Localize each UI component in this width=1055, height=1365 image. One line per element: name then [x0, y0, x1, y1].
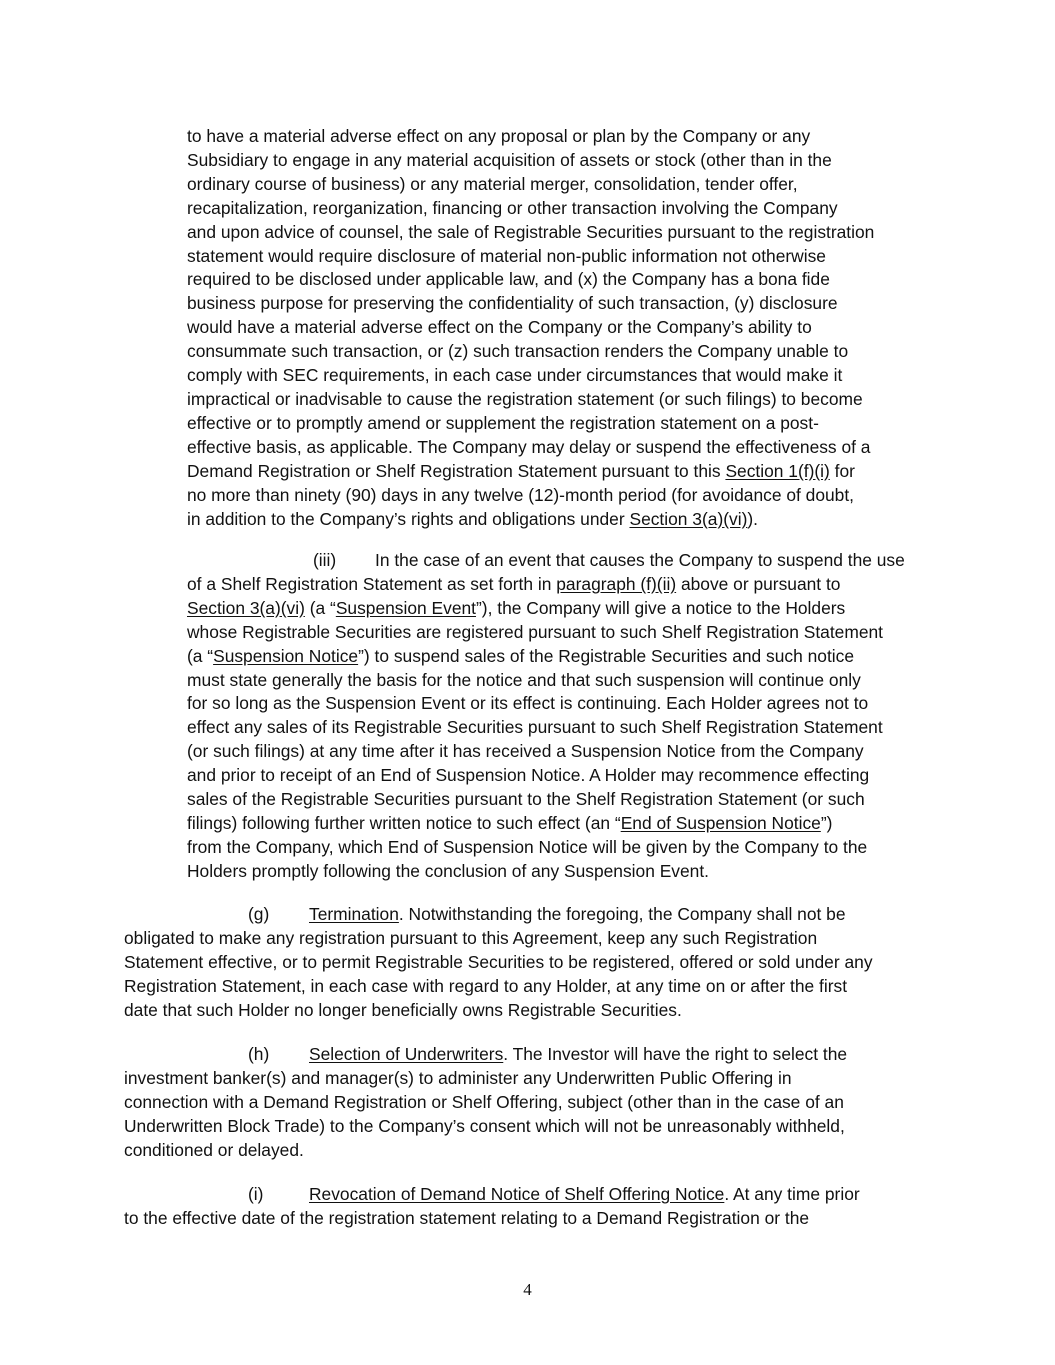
text-line: whose Registrable Securities are registered pursuant to such Shelf Registration Statement	[187, 621, 883, 642]
text-line: required to be disclosed under applicable law, and (x) the Company has a bona fide	[187, 269, 830, 290]
section-label: (h)	[248, 1044, 270, 1064]
text-line: to have a material adverse effect on any proposal or plan by the Company or any	[187, 126, 811, 146]
text-fragment: ).	[747, 508, 758, 529]
section-reference: Section 1(f)(i)	[725, 460, 830, 481]
text-line: Holders promptly following the conclusion of any Suspension Event.	[187, 860, 710, 881]
text-fragment: Demand Registration or Shelf Registration Statement pursuant to this	[187, 460, 726, 481]
section-heading: Termination	[309, 904, 399, 924]
text-line	[124, 1183, 948, 1207]
text-line: statement would require disclosure of material non-public information not otherwise	[187, 245, 826, 266]
text-fragment: (a “	[304, 597, 336, 618]
text-fragment: . At any time prior	[724, 1184, 860, 1204]
section-reference: paragraph (f)(ii)	[556, 573, 677, 594]
section-label: (g)	[248, 904, 270, 924]
section-i-revocation	[124, 1183, 948, 1231]
text-line: ordinary course of business) or any material merger, consolidation, tender offer,	[187, 173, 798, 194]
text-line: sales of the Registrable Securities pursuant to the Shelf Registration Statement (or such	[187, 789, 865, 810]
text-line: comply with SEC requirements, in each case under circumstances that would make it	[187, 365, 843, 386]
text-fragment: filings) following further written notice to such effect (an “	[187, 812, 621, 833]
text-fragment: (a “	[187, 645, 214, 666]
text-line: effective or to promptly amend or supplement the registration statement on a post-	[187, 412, 819, 433]
text-line: must state generally the basis for the notice and that such suspension will continue only	[187, 669, 861, 690]
text-line: Underwritten Block Trade) to the Company’s consent which will not be unreasonably withheld,	[124, 1115, 845, 1136]
text-line: obligated to make any registration pursuant to this Agreement, keep any such Registration	[124, 927, 818, 948]
text-fragment: . The Investor will have the right to select the	[503, 1044, 848, 1064]
text-line: business purpose for preserving the confidentiality of such transaction, (y) disclosure	[187, 293, 838, 314]
text-fragment: above or pursuant to	[676, 573, 841, 594]
section-h-selection-of-underwriters	[124, 1043, 948, 1163]
text-line: and prior to receipt of an End of Suspension Notice. A Holder may recommence effecting	[187, 765, 870, 786]
defined-term: Suspension Event	[335, 597, 477, 618]
text-fragment: for	[829, 460, 855, 481]
paragraph-continuation	[187, 125, 947, 531]
text-line: for so long as the Suspension Event or its effect is continuing. Each Holder agrees not to	[187, 693, 869, 714]
section-g-termination	[124, 903, 948, 1023]
text-line: and upon advice of counsel, the sale of Registrable Securities pursuant to the registration	[187, 221, 875, 242]
text-line: would have a material adverse effect on the Company or the Company’s ability to	[187, 317, 812, 338]
text-line: impractical or inadvisable to cause the registration statement (or such filings) to become	[187, 388, 863, 409]
subsection-label: (iii)	[313, 550, 337, 570]
text-line: Subsidiary to engage in any material acquisition of assets or stock (other than in the	[187, 149, 832, 170]
text-line: investment banker(s) and manager(s) to administer any Underwritten Public Offering in	[124, 1067, 792, 1088]
text-line: Statement effective, or to permit Registrable Securities to be registered, offered or sold under any	[124, 951, 873, 972]
text-line: effective basis, as applicable. The Company may delay or suspend the effectiveness of a	[187, 436, 871, 457]
text-fragment: of a Shelf Registration Statement as set forth in	[187, 573, 557, 594]
text-fragment: ”) to suspend sales of the Registrable Securities and such notice	[358, 645, 855, 666]
section-heading: Selection of Underwriters	[309, 1044, 504, 1064]
page-number: 4	[523, 1280, 532, 1299]
defined-term: Suspension Notice	[213, 645, 359, 666]
text-line: connection with a Demand Registration or Shelf Offering, subject (other than in the case of an	[124, 1091, 844, 1112]
text-line	[187, 812, 947, 836]
text-line	[187, 508, 947, 532]
text-line: to the effective date of the registration statement relating to a Demand Registration or the	[124, 1207, 810, 1228]
section-label: (i)	[248, 1184, 264, 1204]
text-line	[187, 573, 947, 597]
text-line	[124, 1043, 948, 1067]
text-fragment: in addition to the Company’s rights and obligations under	[187, 508, 630, 529]
text-line	[187, 645, 947, 669]
text-line: (or such filings) at any time after it has received a Suspension Notice from the Company	[187, 741, 864, 762]
text-line	[187, 597, 947, 621]
defined-term: End of Suspension Notice	[620, 812, 821, 833]
text-line: Registration Statement, in each case with regard to any Holder, at any time on or after the first	[124, 975, 848, 996]
text-line: effect any sales of its Registrable Securities pursuant to such Shelf Registration Statement	[187, 717, 883, 738]
section-heading: Revocation of Demand Notice of Shelf Offering Notice	[309, 1184, 725, 1204]
text-line: from the Company, which End of Suspension Notice will be given by the Company to the	[187, 836, 868, 857]
text-line: conditioned or delayed.	[124, 1139, 304, 1160]
subsection-iii	[187, 549, 947, 884]
text-line: recapitalization, reorganization, financing or other transaction involving the Company	[187, 197, 838, 218]
text-line	[124, 903, 948, 927]
text-line	[187, 460, 947, 484]
text-fragment: ”), the Company will give a notice to the Holders	[476, 597, 846, 618]
text-line	[187, 549, 947, 573]
text-fragment: . Notwithstanding the foregoing, the Company shall not be	[398, 904, 846, 924]
section-reference: Section 3(a)(vi)	[629, 508, 748, 529]
text-fragment: ”)	[820, 812, 833, 833]
text-fragment: In the case of an event that causes the Company to suspend the use	[375, 550, 905, 570]
text-line: no more than ninety (90) days in any twelve (12)-month period (for avoidance of doubt,	[187, 484, 855, 505]
text-line: date that such Holder no longer beneficially owns Registrable Securities.	[124, 999, 682, 1020]
text-line: consummate such transaction, or (z) such transaction renders the Company unable to	[187, 341, 849, 362]
section-reference: Section 3(a)(vi)	[187, 597, 305, 618]
